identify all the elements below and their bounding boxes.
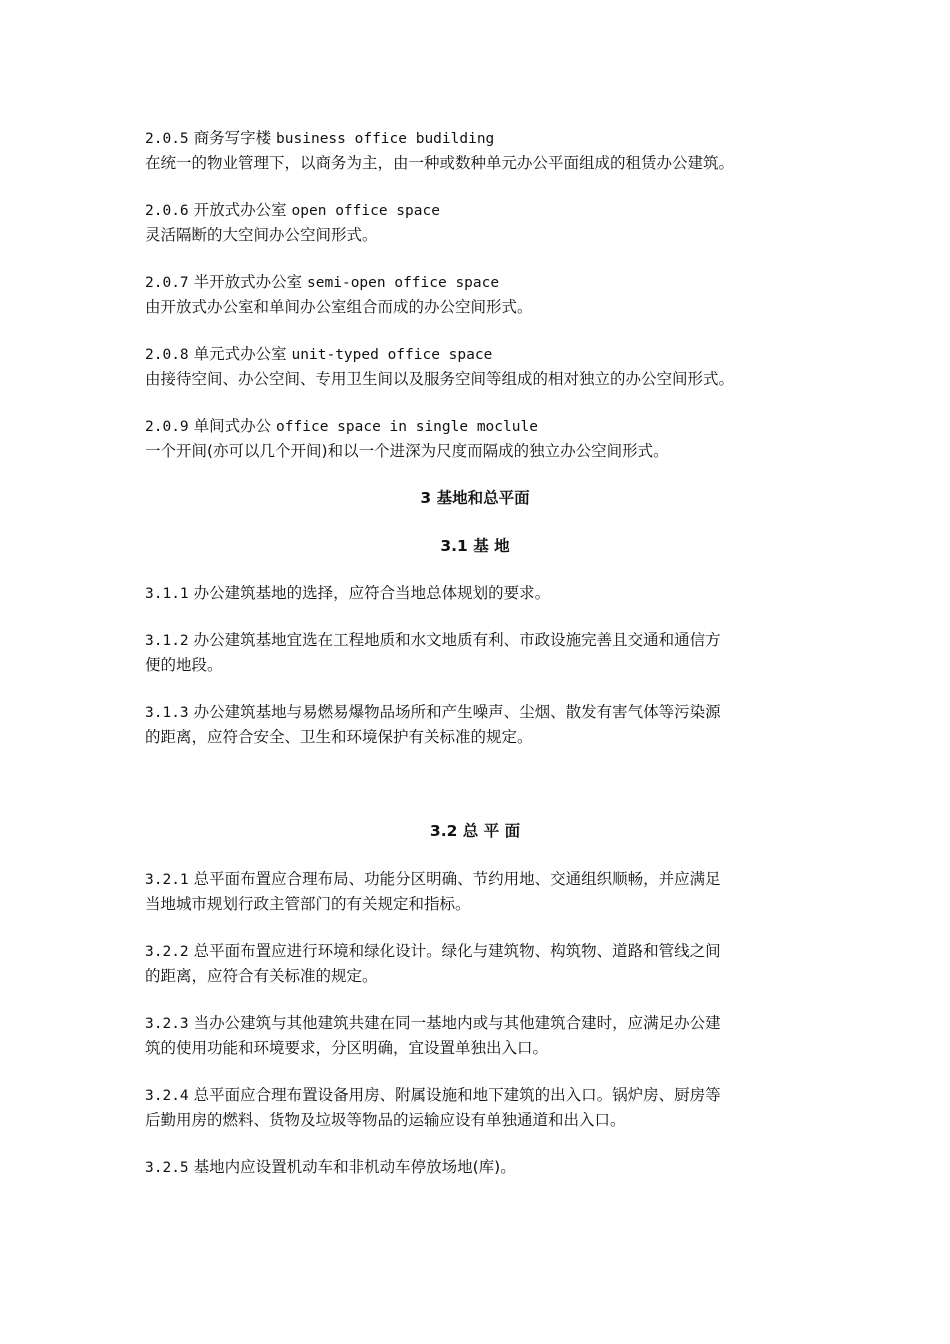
term-name: 半开放式办公室 — [193, 273, 303, 291]
term-number: 2.0.6 — [145, 203, 189, 219]
clause-number: 3.2.5 — [145, 1160, 189, 1176]
clause-3-2-2 — [145, 941, 721, 962]
clause-3-2-1 — [145, 869, 721, 890]
clause-3-2-4-continued: 后勤用房的燃料、货物及垃圾等物品的运输应设有单独通道和出入口。 — [145, 1111, 626, 1129]
clause-number: 3.1.1 — [145, 586, 189, 602]
section-title-3-2: 3.2 总 平 面 — [429, 822, 521, 840]
clause-text: 基地内应设置机动车和非机动车停放场地(库)。 — [193, 1158, 516, 1176]
clause-text: 总平面应合理布置设备用房、附属设施和地下建筑的出入口。锅炉房、厨房等 — [193, 1086, 721, 1104]
term-heading-2-0-9 — [145, 416, 538, 437]
term-english: business office budilding — [276, 131, 495, 147]
term-name: 开放式办公室 — [193, 201, 287, 219]
term-definition-2-0-5: 在统一的物业管理下，以商务为主，由一种或数种单元办公平面组成的租赁办公建筑。 — [145, 154, 735, 172]
clause-3-2-5 — [145, 1157, 516, 1178]
term-english: open office space — [291, 203, 440, 219]
term-definition-2-0-7: 由开放式办公室和单间办公室组合而成的办公空间形式。 — [145, 298, 533, 316]
clause-text: 总平面布置应进行环境和绿化设计。绿化与建筑物、构筑物、道路和管线之间 — [193, 942, 721, 960]
term-name: 商务写字楼 — [193, 129, 272, 147]
clause-number: 3.1.2 — [145, 633, 189, 649]
clause-3-1-2 — [145, 630, 721, 651]
clause-number: 3.2.1 — [145, 872, 189, 888]
clause-3-2-3 — [145, 1013, 721, 1034]
clause-number: 3.1.3 — [145, 705, 189, 721]
clause-3-2-1-continued: 当地城市规划行政主管部门的有关规定和指标。 — [145, 895, 471, 913]
clause-3-1-3-continued: 的距离，应符合安全、卫生和环境保护有关标准的规定。 — [145, 728, 533, 746]
term-definition-2-0-6: 灵活隔断的大空间办公空间形式。 — [145, 226, 378, 244]
term-definition-2-0-9: 一个开间(亦可以几个开间)和以一个进深为尺度而隔成的独立办公空间形式。 — [145, 442, 669, 460]
clause-3-1-2-continued: 便的地段。 — [145, 656, 223, 674]
clause-text: 办公建筑基地的选择，应符合当地总体规划的要求。 — [193, 584, 551, 602]
term-number: 2.0.5 — [145, 131, 189, 147]
clause-number: 3.2.2 — [145, 944, 189, 960]
term-heading-2-0-7 — [145, 272, 499, 293]
clause-3-1-1 — [145, 583, 550, 604]
term-heading-2-0-5 — [145, 128, 494, 149]
clause-3-1-3 — [145, 702, 721, 723]
term-heading-2-0-8 — [145, 344, 492, 365]
clause-3-2-4 — [145, 1085, 721, 1106]
term-number: 2.0.9 — [145, 419, 189, 435]
term-heading-2-0-6 — [145, 200, 440, 221]
clause-number: 3.2.3 — [145, 1016, 189, 1032]
term-number: 2.0.7 — [145, 275, 189, 291]
term-definition-2-0-8: 由接待空间、办公空间、专用卫生间以及服务空间等组成的相对独立的办公空间形式。 — [145, 370, 735, 388]
clause-3-2-3-continued: 筑的使用功能和环境要求，分区明确，宜设置单独出入口。 — [145, 1039, 549, 1057]
chapter-title: 3 基地和总平面 — [420, 489, 530, 507]
section-title-3-1: 3.1 基 地 — [440, 537, 510, 555]
term-english: office space in single moclule — [276, 419, 538, 435]
clause-text: 办公建筑基地宜选在工程地质和水文地质有利、市政设施完善且交通和通信方 — [193, 631, 721, 649]
clause-text: 当办公建筑与其他建筑共建在同一基地内或与其他建筑合建时，应满足办公建 — [193, 1014, 721, 1032]
clause-number: 3.2.4 — [145, 1088, 189, 1104]
term-name: 单间式办公 — [193, 417, 272, 435]
term-number: 2.0.8 — [145, 347, 189, 363]
term-english: semi-open office space — [307, 275, 500, 291]
clause-3-2-2-continued: 的距离，应符合有关标准的规定。 — [145, 967, 378, 985]
clause-text: 办公建筑基地与易燃易爆物品场所和产生噪声、尘烟、散发有害气体等污染源 — [193, 703, 721, 721]
term-english: unit-typed office space — [291, 347, 493, 363]
clause-text: 总平面布置应合理布局、功能分区明确、节约用地、交通组织顺畅，并应满足 — [193, 870, 721, 888]
term-name: 单元式办公室 — [193, 345, 287, 363]
